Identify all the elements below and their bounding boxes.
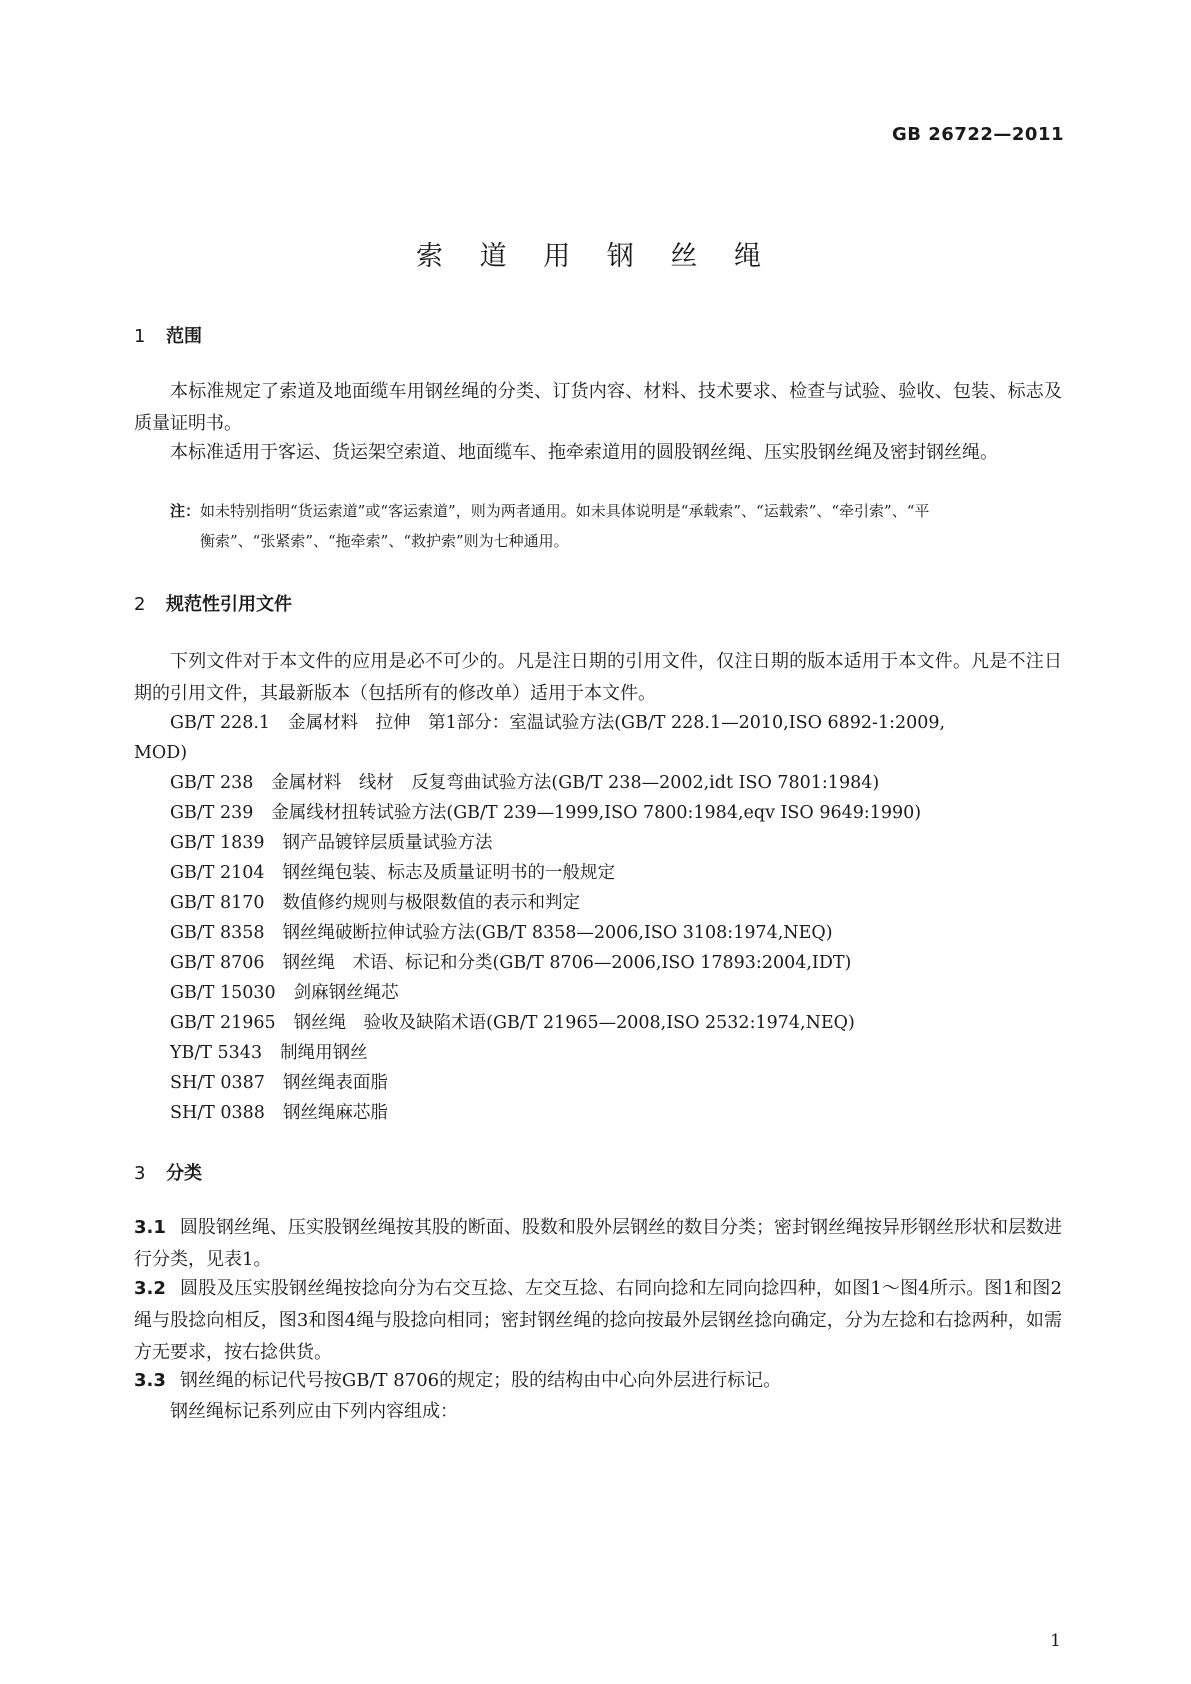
reference-item — [170, 828, 1062, 858]
clause-3-2 — [134, 1273, 1062, 1369]
reference-title: 剑麻钢丝绳芯 — [293, 983, 399, 1003]
reference-code: GB/T 8706 — [170, 953, 265, 973]
section-number: 2 — [134, 594, 146, 615]
note-line-1: 如未特别指明“货运索道”或“客运索道”，则为两者通用。如未具体说明是“承载索”、“运载索”、“牵引索”、“平 — [200, 502, 930, 520]
reference-code: GB/T 1839 — [170, 833, 265, 853]
reference-item — [170, 948, 1062, 978]
reference-title: 金属材料 拉伸 第1部分：室温试验方法(GB/T 228.1—2010,ISO 6892-1:2009, — [288, 713, 946, 733]
clause-text: 圆股及压实股钢丝绳按捻向分为右交互捻、左交互捻、右同向捻和左同向捻四种，如图1～图4所示。图1和图2绳与股捻向相反，图3和图4绳与股捻向相同；密封钢丝绳的捻向按最外层钢丝捻向确定，分为左捻和右捻两种，如需方无要求，按右捻供货。 — [134, 1278, 1062, 1363]
reference-title: 数值修约规则与极限数值的表示和判定 — [282, 893, 581, 913]
reference-item — [170, 798, 1062, 828]
scope-paragraph-1: 本标准规定了索道及地面缆车用钢丝绳的分类、订货内容、材料、技术要求、检查与试验、验收、包装、标志及质量证明书。 — [134, 381, 1062, 434]
document-title: 索 道 用 钢 丝 绳 — [416, 241, 775, 272]
reference-code: GB/T 21965 — [170, 1013, 276, 1033]
clause-text: 钢丝绳的标记代号按GB/T 8706的规定；股的结构由中心向外层进行标记。 — [179, 1370, 782, 1391]
reference-title: 钢丝绳 术语、标记和分类(GB/T 8706—2006,ISO 17893:2004,IDT) — [282, 953, 852, 973]
reference-item — [170, 1008, 1062, 1038]
reference-item — [170, 888, 1062, 918]
reference-title: 钢丝绳麻芯脂 — [282, 1103, 388, 1123]
note-line-2: 衡索”、“张紧索”、“拖牵索”、“救护索”则为七种通用。 — [200, 532, 569, 550]
reference-code: YB/T 5343 — [170, 1043, 263, 1063]
reference-item — [170, 1098, 1062, 1128]
scope-paragraph-2: 本标准适用于客运、货运架空索道、地面缆车、拖牵索道用的圆股钢丝绳、压实股钢丝绳及密封钢丝绳。 — [170, 442, 998, 463]
standard-code: GB 26722—2011 — [892, 124, 1064, 145]
section-number: 3 — [134, 1163, 146, 1184]
note-label: 注： — [170, 502, 201, 520]
reference-title: 钢丝绳破断拉伸试验方法(GB/T 8358—2006,ISO 3108:1974,NEQ) — [282, 923, 833, 943]
reference-title: 钢丝绳 验收及缺陷术语(GB/T 21965—2008,ISO 2532:1974,NEQ) — [293, 1013, 855, 1033]
reference-code: GB/T 2104 — [170, 863, 265, 883]
marking-intro: 钢丝绳标记系列应由下列内容组成： — [170, 1401, 458, 1422]
reference-title: 钢丝绳表面脂 — [282, 1073, 388, 1093]
section-title: 分类 — [166, 1163, 202, 1184]
page-number: 1 — [1050, 1631, 1061, 1651]
clause-number: 3.3 — [134, 1370, 166, 1391]
section-3-heading — [134, 1159, 202, 1185]
reference-code: SH/T 0387 — [170, 1073, 265, 1093]
clause-3-1 — [134, 1212, 1062, 1276]
reference-title: 金属线材扭转试验方法(GB/T 239—1999,ISO 7800:1984,eqv ISO 9649:1990) — [271, 803, 922, 823]
reference-title: 制绳用钢丝 — [280, 1043, 368, 1063]
clause-number: 3.2 — [134, 1278, 166, 1299]
reference-item — [170, 1038, 1062, 1068]
reference-code: GB/T 15030 — [170, 983, 276, 1003]
reference-code: GB/T 238 — [170, 773, 254, 793]
clause-text: 圆股钢丝绳、压实股钢丝绳按其股的断面、股数和股外层钢丝的数目分类；密封钢丝绳按异形钢丝形状和层数进行分类，见表1。 — [134, 1217, 1062, 1270]
reference-title: 钢产品镀锌层质量试验方法 — [282, 833, 493, 853]
clause-3-3 — [134, 1365, 1062, 1397]
reference-title: 金属材料 线材 反复弯曲试验方法(GB/T 238—2002,idt ISO 7801:1984) — [271, 773, 880, 793]
reference-item — [170, 708, 1062, 738]
section-title: 范围 — [166, 326, 202, 347]
section-title: 规范性引用文件 — [166, 594, 292, 615]
reference-item — [170, 1068, 1062, 1098]
section-1-heading — [134, 322, 202, 348]
reference-title: 钢丝绳包装、标志及质量证明书的一般规定 — [282, 863, 616, 883]
references-intro: 下列文件对于本文件的应用是必不可少的。凡是注日期的引用文件，仅注日期的版本适用于本文件。凡是不注日期的引用文件，其最新版本（包括所有的修改单）适用于本文件。 — [134, 651, 1062, 704]
reference-code: GB/T 239 — [170, 803, 254, 823]
reference-continuation: MOD) — [134, 743, 188, 763]
reference-code: GB/T 228.1 — [170, 713, 271, 733]
reference-code: SH/T 0388 — [170, 1103, 265, 1123]
scope-note — [170, 496, 1062, 556]
reference-code: GB/T 8170 — [170, 893, 265, 913]
reference-item — [170, 978, 1062, 1008]
reference-item — [170, 768, 1062, 798]
reference-code: GB/T 8358 — [170, 923, 265, 943]
section-number: 1 — [134, 326, 146, 347]
reference-item — [170, 918, 1062, 948]
clause-number: 3.1 — [134, 1217, 166, 1238]
section-2-heading — [134, 590, 292, 616]
reference-item — [170, 858, 1062, 888]
